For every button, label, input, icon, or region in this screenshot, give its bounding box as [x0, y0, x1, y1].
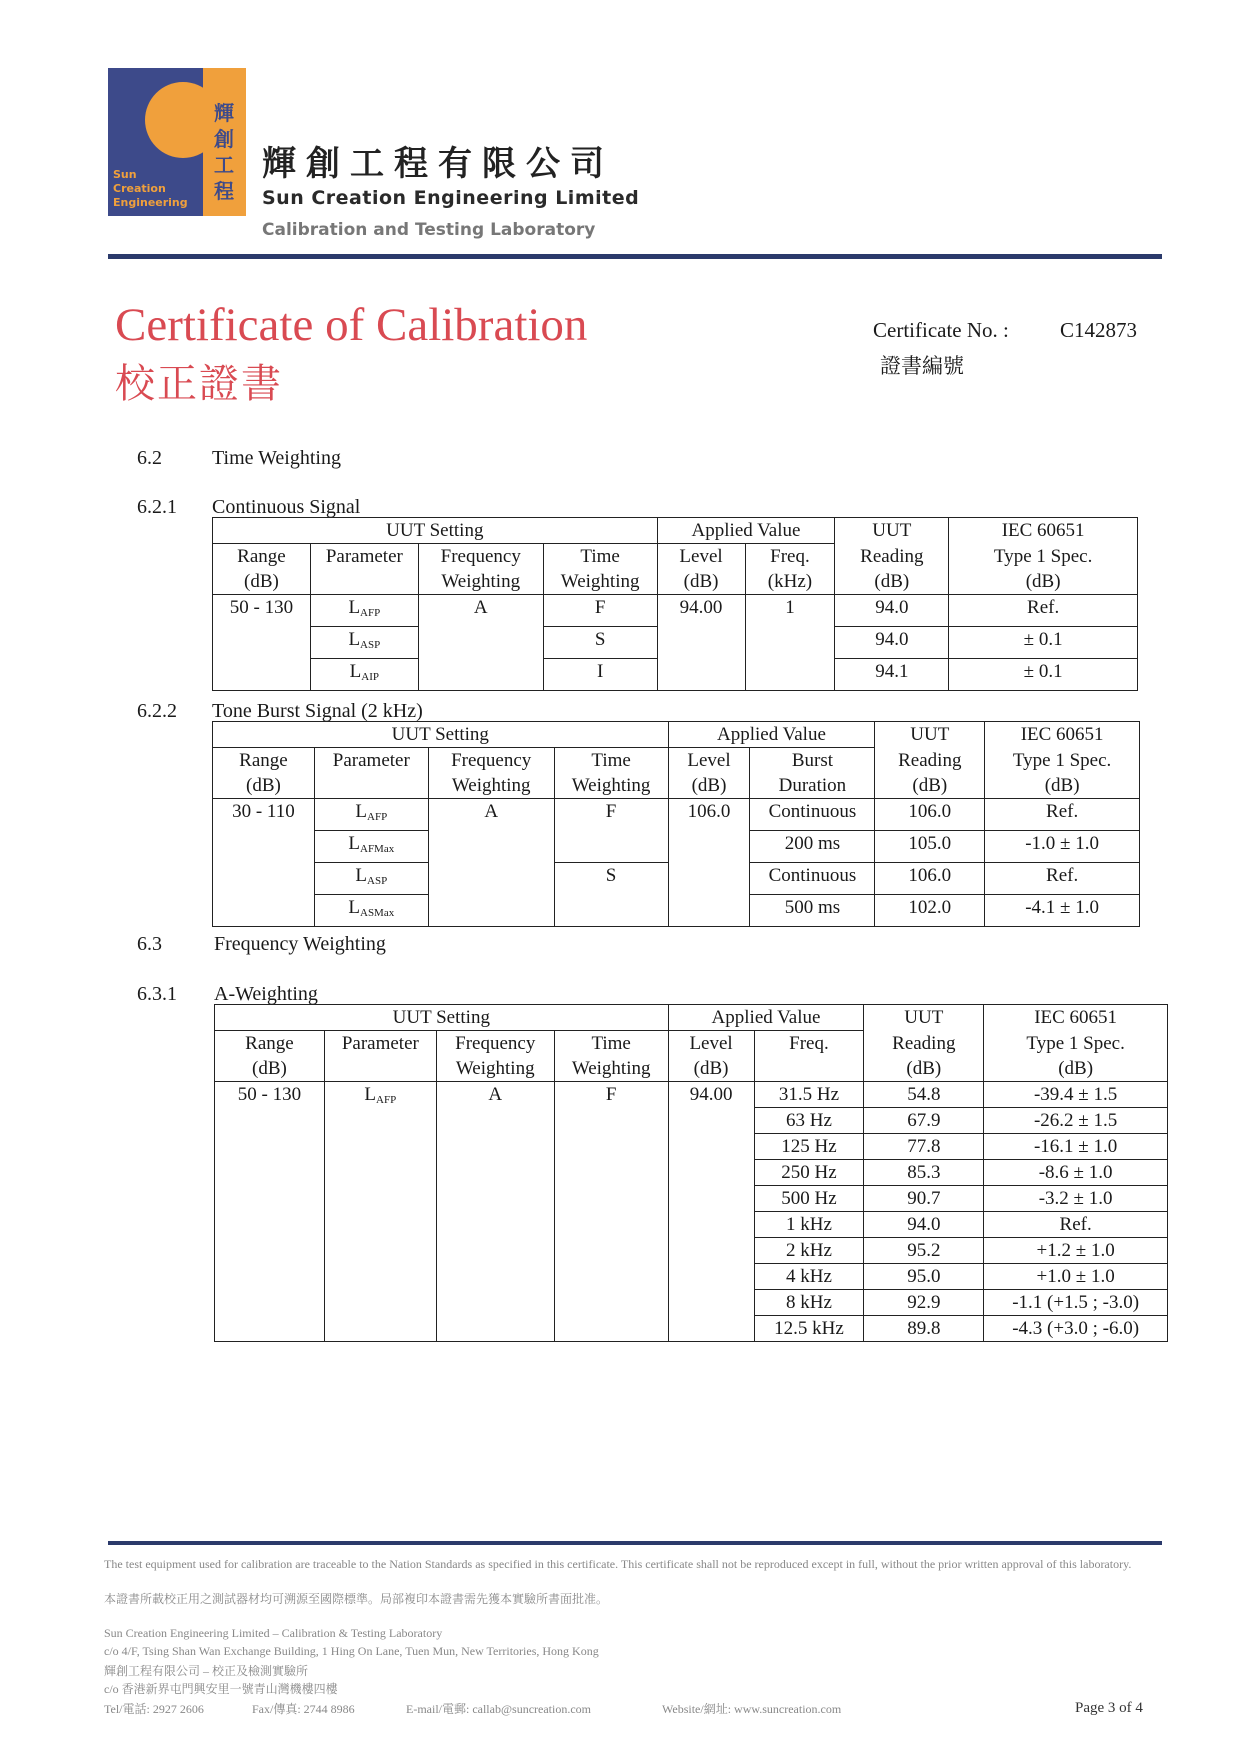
footer-fax: Fax/傳真: 2744 8986 [252, 1702, 355, 1716]
freq-cell: 250 Hz [754, 1160, 864, 1186]
table-row [215, 1082, 1168, 1108]
footer-address-4: c/o 香港新界屯門興安里一號青山灣機樓四樓 [104, 1682, 338, 1696]
parameter-header: Parameter [310, 544, 418, 595]
parameter-cell: $L_{AFP}$ [324, 1082, 436, 1342]
reading-cell: 105.0 [875, 831, 985, 863]
company-name-cn: 輝創工程有限公司 [262, 144, 614, 184]
logo-text-cn: 輝創工程 [214, 101, 234, 203]
freq-cell: 500 Hz [754, 1186, 864, 1212]
page-number: Page 3 of 4 [1075, 1700, 1143, 1716]
footer-website: Website/網址: www.suncreation.com [662, 1702, 842, 1716]
range-cell: 50 - 130 [213, 595, 311, 691]
uut-setting-header: UUT Setting [213, 518, 658, 544]
level-header: Level (dB) [668, 1031, 754, 1082]
parameter-header: Parameter [324, 1031, 436, 1082]
iec-header: IEC 60651 [984, 1005, 1168, 1031]
spec-cell: Ref. [985, 799, 1140, 831]
freq-weighting-cell: A [428, 799, 554, 927]
range-header: Range (dB) [213, 748, 315, 799]
spec-cell: +1.2 ± 1.0 [984, 1238, 1168, 1264]
certificate-no-value: C142873 [1060, 318, 1138, 342]
reading-cell: 102.0 [875, 895, 985, 927]
freq-header: Freq. [754, 1031, 864, 1082]
reading-cell: 94.0 [835, 627, 949, 659]
section-number: 6.3 [137, 933, 162, 955]
time-weighting-cell: F [543, 595, 657, 627]
reading-cell: 89.8 [864, 1316, 984, 1342]
reading-cell: 94.0 [835, 595, 949, 627]
spec-cell: -4.1 ± 1.0 [985, 895, 1140, 927]
footer-tel: Tel/電話: 2927 2606 [104, 1702, 204, 1716]
spec-header: Type 1 Spec. (dB) [949, 544, 1138, 595]
applied-value-header: Applied Value [668, 1005, 864, 1031]
spec-header: Type 1 Spec. (dB) [985, 748, 1140, 799]
spec-cell: -39.4 ± 1.5 [984, 1082, 1168, 1108]
spec-cell: -4.3 (+3.0 ; -6.0) [984, 1316, 1168, 1342]
table-row [213, 595, 1138, 627]
spec-cell: -1.1 (+1.5 ; -3.0) [984, 1290, 1168, 1316]
certificate-title-cn: 校正證書 [115, 361, 283, 406]
tone-burst-table [212, 721, 1140, 927]
duration-cell: 500 ms [750, 895, 875, 927]
parameter-cell: $L_{ASP}$ [310, 627, 418, 659]
parameter-cell: $L_{AIP}$ [310, 659, 418, 691]
level-cell: 94.00 [657, 595, 745, 691]
company-logo [108, 68, 246, 216]
spec-cell: ± 0.1 [949, 659, 1138, 691]
level-cell: 106.0 [668, 799, 750, 927]
freq-cell: 63 Hz [754, 1108, 864, 1134]
footer-address-2: c/o 4/F, Tsing Shan Wan Exchange Building, 1 Hing On Lane, Tuen Mun, New Territories, Hong Kong [104, 1644, 599, 1658]
spec-cell: -16.1 ± 1.0 [984, 1134, 1168, 1160]
uut-setting-header: UUT Setting [213, 722, 669, 748]
iec-header: IEC 60651 [949, 518, 1138, 544]
spec-cell: -1.0 ± 1.0 [985, 831, 1140, 863]
level-cell: 94.00 [668, 1082, 754, 1342]
time-weighting-cell: F [554, 799, 668, 863]
header-rule [108, 254, 1162, 259]
time-weighting-header: Time Weighting [554, 1031, 668, 1082]
reading-header: Reading (dB) [835, 544, 949, 595]
freq-weighting-cell: A [436, 1082, 554, 1342]
freq-cell: 125 Hz [754, 1134, 864, 1160]
section-number: 6.2.2 [137, 700, 177, 722]
parameter-cell: $L_{AFP}$ [314, 799, 428, 831]
duration-cell: 200 ms [750, 831, 875, 863]
freq-cell: 31.5 Hz [754, 1082, 864, 1108]
range-header: Range (dB) [213, 544, 311, 595]
range-cell: 50 - 130 [215, 1082, 325, 1342]
reading-header: Reading (dB) [875, 748, 985, 799]
duration-cell: Continuous [750, 863, 875, 895]
parameter-cell: $L_{AFMax}$ [314, 831, 428, 863]
range-cell: 30 - 110 [213, 799, 315, 927]
spec-cell: -8.6 ± 1.0 [984, 1160, 1168, 1186]
section-title: Tone Burst Signal (2 kHz) [212, 700, 423, 722]
uut-header: UUT [864, 1005, 984, 1031]
uut-setting-header: UUT Setting [215, 1005, 669, 1031]
section-title: Time Weighting [212, 447, 341, 469]
iec-header: IEC 60651 [985, 722, 1140, 748]
uut-header: UUT [875, 722, 985, 748]
table-row [213, 799, 1140, 831]
level-header: Level (dB) [657, 544, 745, 595]
reading-cell: 67.9 [864, 1108, 984, 1134]
uut-header: UUT [835, 518, 949, 544]
footer-note-en: The test equipment used for calibration are traceable to the Nation Standards as specified in this certificate. This certificate shall not be reproduced except in full, without the prior written approval of this laboratory. [104, 1557, 1132, 1571]
footer-note-cn: 本證書所載校正用之測試器材均可溯源至國際標準。局部複印本證書需先獲本實驗所書面批准。 [104, 1592, 609, 1606]
reading-header: Reading (dB) [864, 1031, 984, 1082]
certificate-title: Certificate of Calibration [115, 299, 588, 351]
logo-text-en: Sun Creation Engineering [113, 168, 188, 209]
parameter-cell: $L_{AFP}$ [310, 595, 418, 627]
freq-cell: 1 [745, 595, 835, 691]
freq-cell: 2 kHz [754, 1238, 864, 1264]
reading-cell: 54.8 [864, 1082, 984, 1108]
reading-cell: 92.9 [864, 1290, 984, 1316]
company-name-en: Sun Creation Engineering Limited [262, 187, 640, 209]
parameter-cell: $L_{ASMax}$ [314, 895, 428, 927]
footer-email: E-mail/電郵: callab@suncreation.com [406, 1702, 591, 1716]
reading-cell: 106.0 [875, 863, 985, 895]
applied-value-header: Applied Value [657, 518, 835, 544]
spec-cell: -3.2 ± 1.0 [984, 1186, 1168, 1212]
duration-cell: Continuous [750, 799, 875, 831]
time-weighting-cell: S [543, 627, 657, 659]
footer-address-1: Sun Creation Engineering Limited – Calibration & Testing Laboratory [104, 1626, 443, 1640]
reading-cell: 77.8 [864, 1134, 984, 1160]
frequency-weighting-header: Frequency Weighting [428, 748, 554, 799]
time-weighting-cell: S [554, 863, 668, 927]
freq-cell: 1 kHz [754, 1212, 864, 1238]
spec-header: Type 1 Spec. (dB) [984, 1031, 1168, 1082]
certificate-no-label: Certificate No. : [873, 318, 1009, 342]
freq-cell: 4 kHz [754, 1264, 864, 1290]
spec-cell: ± 0.1 [949, 627, 1138, 659]
frequency-weighting-header: Frequency Weighting [418, 544, 543, 595]
freq-header: Freq. (kHz) [745, 544, 835, 595]
parameter-cell: $L_{ASP}$ [314, 863, 428, 895]
reading-cell: 95.2 [864, 1238, 984, 1264]
spec-cell: Ref. [985, 863, 1140, 895]
time-weighting-header: Time Weighting [543, 544, 657, 595]
freq-weighting-cell: A [418, 595, 543, 691]
reading-cell: 95.0 [864, 1264, 984, 1290]
footer-rule [108, 1541, 1162, 1545]
freq-cell: 8 kHz [754, 1290, 864, 1316]
applied-value-header: Applied Value [668, 722, 875, 748]
burst-duration-header: Burst Duration [750, 748, 875, 799]
time-weighting-cell: F [554, 1082, 668, 1342]
level-header: Level (dB) [668, 748, 750, 799]
spec-cell: -26.2 ± 1.5 [984, 1108, 1168, 1134]
spec-cell: +1.0 ± 1.0 [984, 1264, 1168, 1290]
section-title: A-Weighting [214, 983, 318, 1005]
section-number: 6.2 [137, 447, 162, 469]
frequency-weighting-header: Frequency Weighting [436, 1031, 554, 1082]
company-lab: Calibration and Testing Laboratory [262, 220, 596, 240]
reading-cell: 90.7 [864, 1186, 984, 1212]
range-header: Range (dB) [215, 1031, 325, 1082]
certificate-no-label-cn: 證書編號 [880, 354, 964, 378]
reading-cell: 94.1 [835, 659, 949, 691]
reading-cell: 106.0 [875, 799, 985, 831]
a-weighting-table [214, 1004, 1168, 1342]
continuous-signal-table [212, 517, 1138, 691]
parameter-header: Parameter [314, 748, 428, 799]
freq-cell: 12.5 kHz [754, 1316, 864, 1342]
spec-cell: Ref. [984, 1212, 1168, 1238]
spec-cell: Ref. [949, 595, 1138, 627]
section-title: Continuous Signal [212, 496, 361, 518]
footer-address-3: 輝創工程有限公司 – 校正及檢測實驗所 [104, 1664, 309, 1678]
section-number: 6.2.1 [137, 496, 177, 518]
time-weighting-cell: I [543, 659, 657, 691]
section-title: Frequency Weighting [214, 933, 386, 955]
reading-cell: 94.0 [864, 1212, 984, 1238]
reading-cell: 85.3 [864, 1160, 984, 1186]
time-weighting-header: Time Weighting [554, 748, 668, 799]
section-number: 6.3.1 [137, 983, 177, 1005]
